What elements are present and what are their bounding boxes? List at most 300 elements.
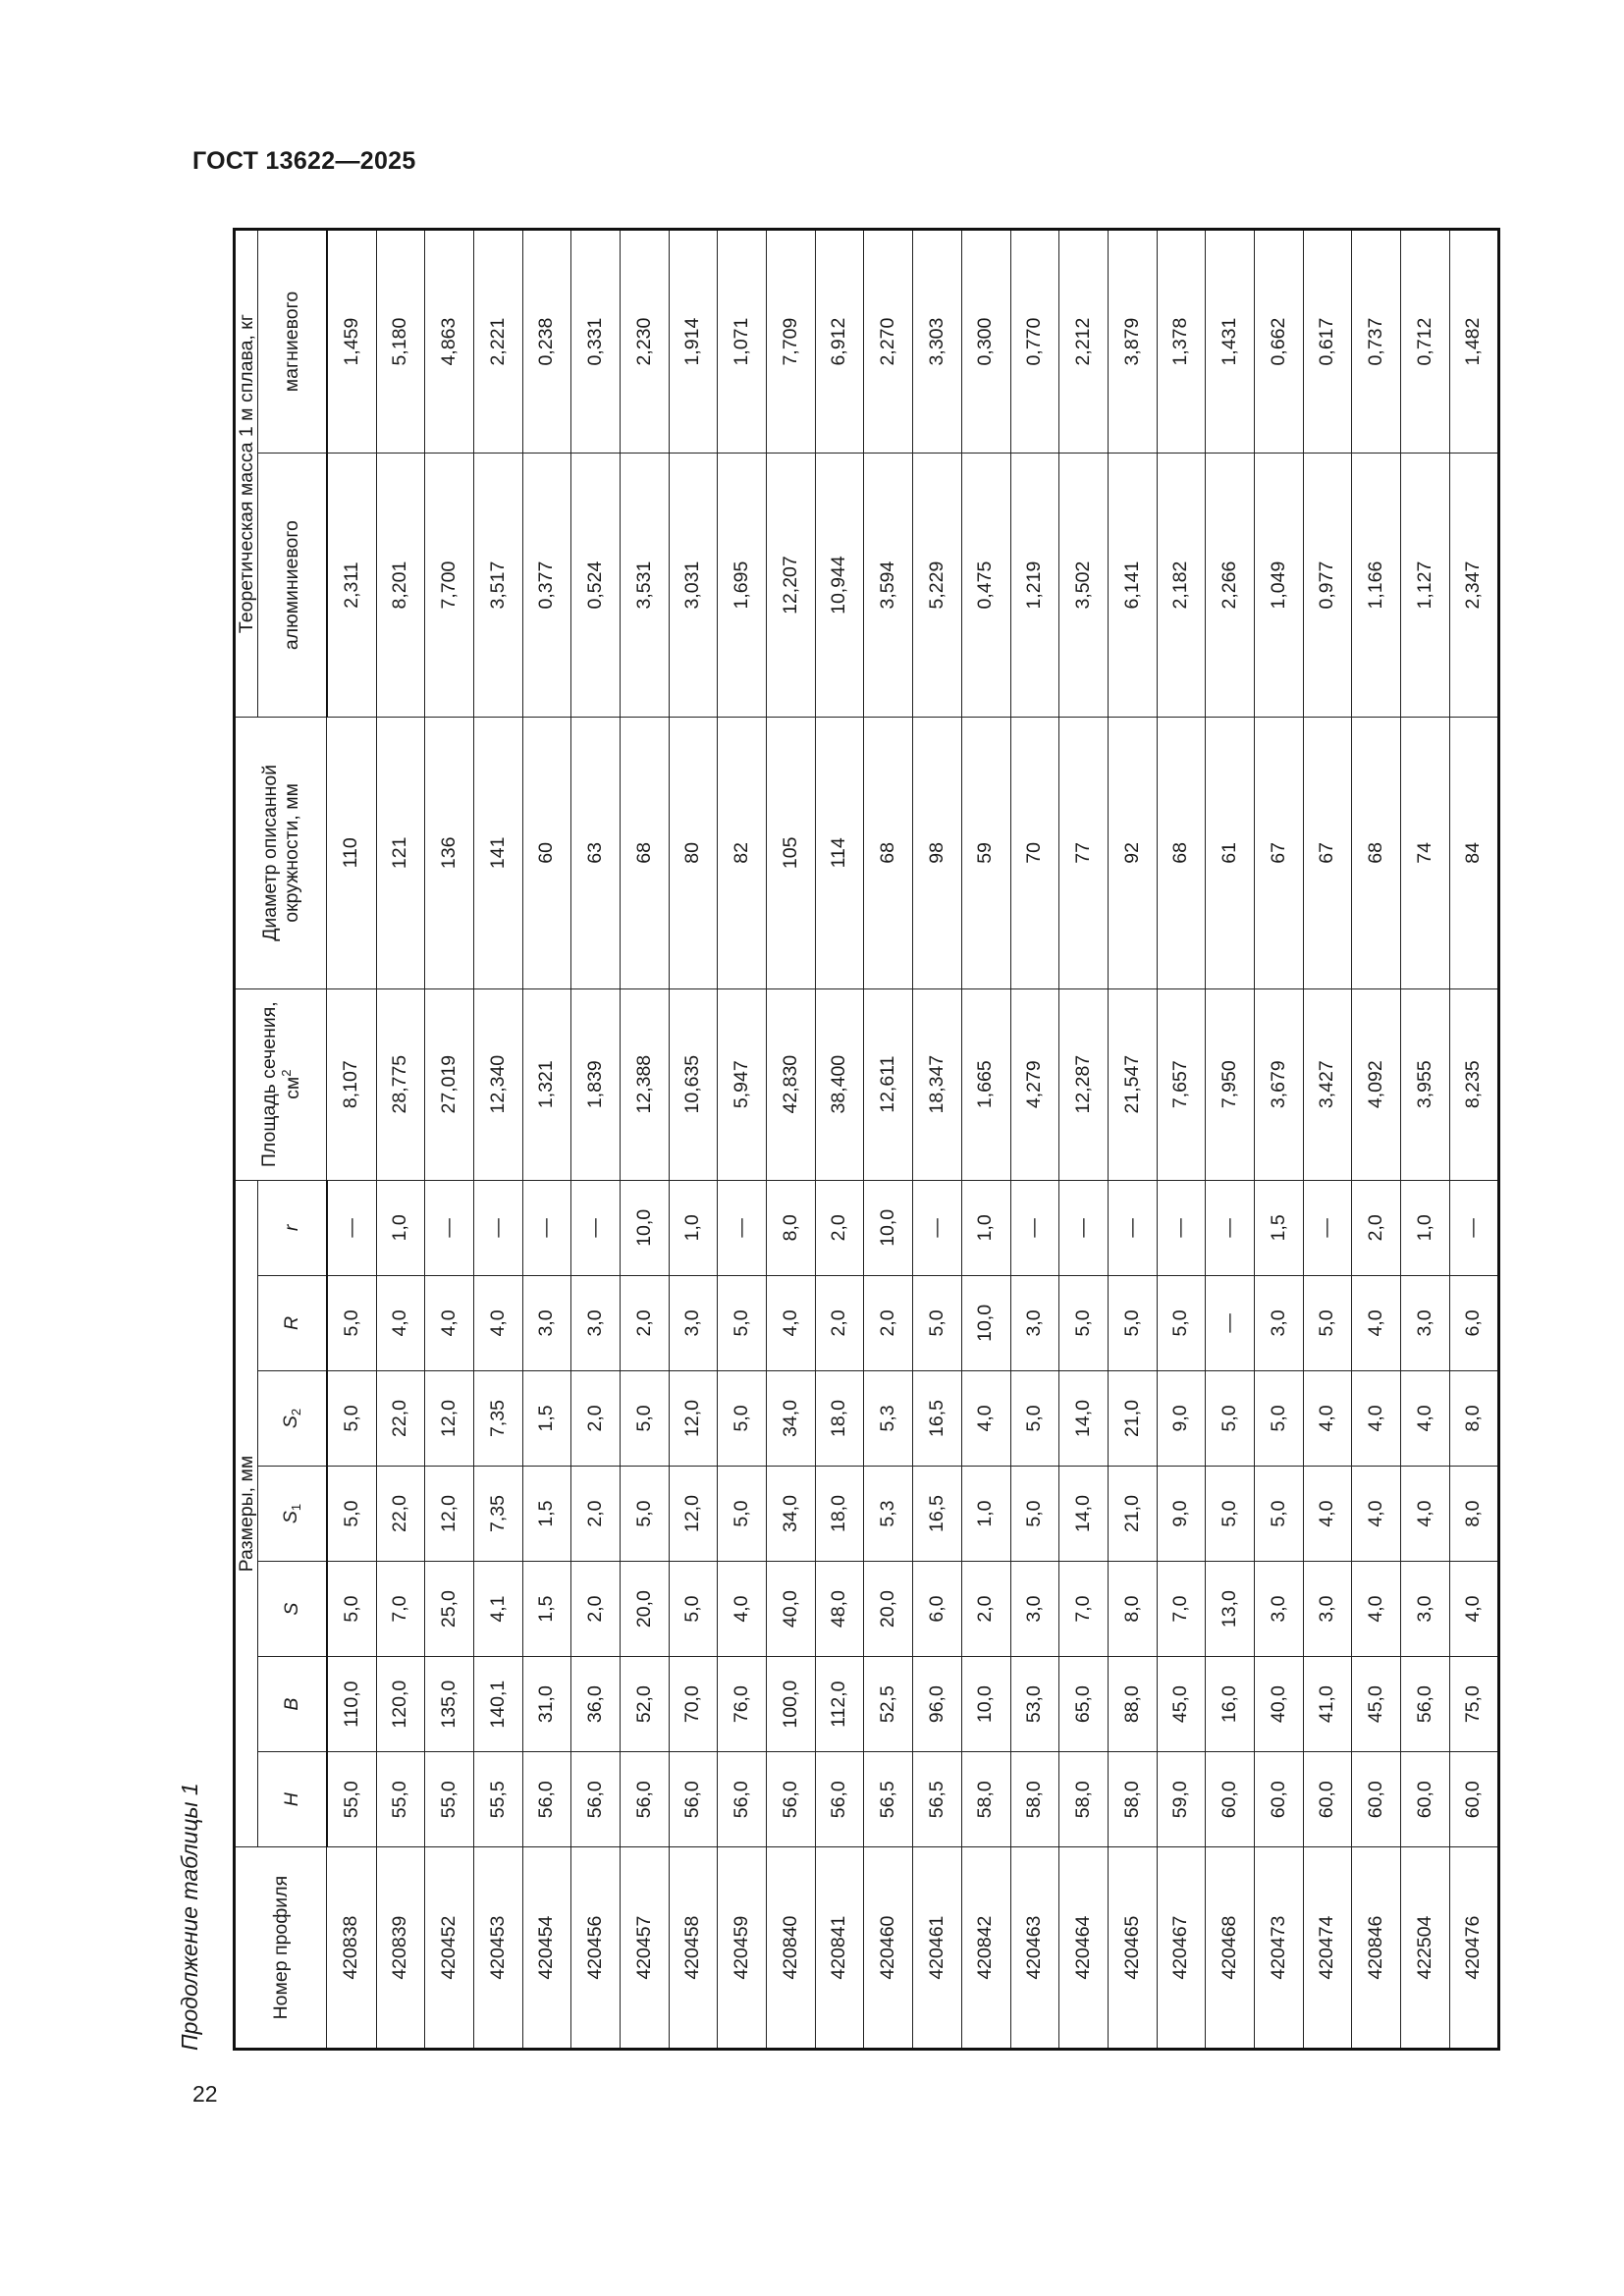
table-row (1059, 230, 1109, 2050)
cell-mass-magnesium: 0,617 (1303, 230, 1352, 454)
cell-S2: 22,0 (376, 1370, 425, 1466)
cell-S2: 5,0 (1254, 1370, 1303, 1466)
cell-B: 40,0 (1254, 1657, 1303, 1752)
cell-B: 76,0 (718, 1657, 767, 1752)
cell-mass-aluminium: 3,031 (669, 454, 718, 718)
col-header-r: r (258, 1180, 327, 1275)
cell-area: 3,427 (1303, 988, 1352, 1180)
cell-mass-aluminium: 3,594 (864, 454, 913, 718)
cell-r: — (1206, 1180, 1255, 1275)
cell-area: 12,388 (621, 988, 670, 1180)
cell-diameter: 114 (815, 718, 864, 988)
cell-R: 4,0 (767, 1275, 816, 1370)
cell-S: 7,0 (376, 1562, 425, 1657)
col-header-S2 (258, 1370, 327, 1466)
cell-r: 2,0 (1352, 1180, 1401, 1275)
cell-diameter: 110 (327, 718, 376, 988)
col-header-S: S (258, 1562, 327, 1657)
cell-S2: 5,0 (621, 1370, 670, 1466)
table-row (669, 230, 718, 2050)
cell-H: 55,0 (425, 1752, 474, 1847)
cell-S2: 21,0 (1108, 1370, 1157, 1466)
col-header-R: R (258, 1275, 327, 1370)
cell-mass-aluminium: 2,311 (327, 454, 376, 718)
cell-S: 1,5 (522, 1562, 571, 1657)
cell-S2: 1,5 (522, 1370, 571, 1466)
cell-S: 40,0 (767, 1562, 816, 1657)
table-row (327, 230, 376, 2050)
cell-S: 4,0 (1449, 1562, 1499, 1657)
cell-S1: 5,0 (1010, 1467, 1059, 1562)
s2-sub: 2 (289, 1408, 304, 1416)
cell-H: 56,0 (571, 1752, 621, 1847)
cell-S1: 34,0 (767, 1467, 816, 1562)
cell-S2: 16,5 (913, 1370, 962, 1466)
cell-S2: 8,0 (1449, 1370, 1499, 1466)
cell-diameter: 84 (1449, 718, 1499, 988)
table-row (1449, 230, 1499, 2050)
cell-S: 4,1 (473, 1562, 522, 1657)
cell-mass-aluminium: 3,531 (621, 454, 670, 718)
cell-R: 4,0 (1352, 1275, 1401, 1370)
table-row (1206, 230, 1255, 2050)
cell-S1: 2,0 (571, 1467, 621, 1562)
cell-mass-magnesium: 0,331 (571, 230, 621, 454)
table-row (571, 230, 621, 2050)
cell-R: 2,0 (815, 1275, 864, 1370)
cell-R: 2,0 (864, 1275, 913, 1370)
s1-base: S (280, 1511, 302, 1524)
cell-S1: 5,0 (1206, 1467, 1255, 1562)
cell-H: 58,0 (961, 1752, 1010, 1847)
table-row (621, 230, 670, 2050)
cell-S1: 4,0 (1303, 1467, 1352, 1562)
cell-B: 36,0 (571, 1657, 621, 1752)
table-row (1401, 230, 1450, 2050)
cell-diameter: 68 (621, 718, 670, 988)
cell-S: 20,0 (621, 1562, 670, 1657)
cell-S: 4,0 (1352, 1562, 1401, 1657)
cell-mass-aluminium: 3,502 (1059, 454, 1109, 718)
cell-mass-magnesium: 0,662 (1254, 230, 1303, 454)
cell-r: — (327, 1180, 376, 1275)
cell-H: 60,0 (1206, 1752, 1255, 1847)
cell-S2: 5,0 (1010, 1370, 1059, 1466)
cell-S2: 5,3 (864, 1370, 913, 1466)
cell-S: 13,0 (1206, 1562, 1255, 1657)
cell-diameter: 82 (718, 718, 767, 988)
cell-mass-magnesium: 0,300 (961, 230, 1010, 454)
cell-mass-aluminium: 10,944 (815, 454, 864, 718)
cell-profile-number: 420846 (1352, 1847, 1401, 2050)
cell-S1: 12,0 (425, 1467, 474, 1562)
cell-mass-magnesium: 3,879 (1108, 230, 1157, 454)
cell-R: 3,0 (522, 1275, 571, 1370)
cell-S2: 5,0 (718, 1370, 767, 1466)
cell-S2: 18,0 (815, 1370, 864, 1466)
cell-B: 88,0 (1108, 1657, 1157, 1752)
cell-r: — (1157, 1180, 1206, 1275)
cell-diameter: 68 (864, 718, 913, 988)
cell-profile-number: 420457 (621, 1847, 670, 2050)
cell-H: 56,5 (864, 1752, 913, 1847)
table-row (522, 230, 571, 2050)
cell-R: 5,0 (718, 1275, 767, 1370)
cell-profile-number: 422504 (1401, 1847, 1450, 2050)
cell-profile-number: 420456 (571, 1847, 621, 2050)
cell-area: 8,107 (327, 988, 376, 1180)
cell-r: — (571, 1180, 621, 1275)
cell-R: 3,0 (571, 1275, 621, 1370)
cell-B: 70,0 (669, 1657, 718, 1752)
cell-H: 56,0 (815, 1752, 864, 1847)
cell-mass-magnesium: 2,212 (1059, 230, 1109, 454)
cell-R: 3,0 (1254, 1275, 1303, 1370)
cell-area: 4,279 (1010, 988, 1059, 1180)
cell-S1: 16,5 (913, 1467, 962, 1562)
s1-sub: 1 (289, 1503, 304, 1512)
cell-H: 60,0 (1352, 1752, 1401, 1847)
cell-mass-magnesium: 1,482 (1449, 230, 1499, 454)
cell-area: 1,321 (522, 988, 571, 1180)
cell-area: 28,775 (376, 988, 425, 1180)
cell-area: 7,657 (1157, 988, 1206, 1180)
col-header-magnesium: магниевого (258, 230, 327, 454)
cell-profile-number: 420452 (425, 1847, 474, 2050)
cell-mass-magnesium: 5,180 (376, 230, 425, 454)
cell-profile-number: 420839 (376, 1847, 425, 2050)
cell-R: 2,0 (621, 1275, 670, 1370)
cell-mass-magnesium: 0,737 (1352, 230, 1401, 454)
cell-H: 56,0 (767, 1752, 816, 1847)
cell-B: 31,0 (522, 1657, 571, 1752)
cell-B: 45,0 (1352, 1657, 1401, 1752)
cell-r: 1,5 (1254, 1180, 1303, 1275)
cell-B: 75,0 (1449, 1657, 1499, 1752)
cell-S: 5,0 (669, 1562, 718, 1657)
cell-profile-number: 420476 (1449, 1847, 1499, 2050)
cell-mass-magnesium: 0,238 (522, 230, 571, 454)
cell-S1: 18,0 (815, 1467, 864, 1562)
cell-H: 56,0 (522, 1752, 571, 1847)
cell-r: 1,0 (669, 1180, 718, 1275)
cell-B: 41,0 (1303, 1657, 1352, 1752)
cell-S: 3,0 (1401, 1562, 1450, 1657)
cell-R: 5,0 (1157, 1275, 1206, 1370)
cell-profile-number: 420467 (1157, 1847, 1206, 2050)
cell-area: 1,665 (961, 988, 1010, 1180)
cell-area: 5,947 (718, 988, 767, 1180)
table-row (1254, 230, 1303, 2050)
cell-area: 12,287 (1059, 988, 1109, 1180)
cell-diameter: 105 (767, 718, 816, 988)
cell-S: 7,0 (1157, 1562, 1206, 1657)
cell-mass-magnesium: 1,459 (327, 230, 376, 454)
cell-S2: 4,0 (1352, 1370, 1401, 1466)
cell-diameter: 141 (473, 718, 522, 988)
table-row (1108, 230, 1157, 2050)
cell-profile-number: 420465 (1108, 1847, 1157, 2050)
cell-R: 3,0 (669, 1275, 718, 1370)
table-caption: Продолжение таблицы 1 (177, 1783, 202, 2051)
cell-S1: 4,0 (1352, 1467, 1401, 1562)
cell-S1: 4,0 (1401, 1467, 1450, 1562)
cell-R: 5,0 (1108, 1275, 1157, 1370)
cell-area: 18,347 (913, 988, 962, 1180)
cell-S1: 22,0 (376, 1467, 425, 1562)
cell-H: 58,0 (1059, 1752, 1109, 1847)
cell-profile-number: 420474 (1303, 1847, 1352, 2050)
page-number: 22 (192, 2081, 218, 2107)
cell-diameter: 77 (1059, 718, 1109, 988)
cell-R: — (1206, 1275, 1255, 1370)
cell-r: — (913, 1180, 962, 1275)
cell-r: — (1108, 1180, 1157, 1275)
cell-B: 53,0 (1010, 1657, 1059, 1752)
cell-mass-aluminium: 2,266 (1206, 454, 1255, 718)
cell-H: 55,0 (376, 1752, 425, 1847)
cell-mass-magnesium: 2,270 (864, 230, 913, 454)
cell-mass-magnesium: 6,912 (815, 230, 864, 454)
table-row (815, 230, 864, 2050)
s2-base: S (280, 1415, 302, 1429)
cell-diameter: 67 (1303, 718, 1352, 988)
cell-mass-magnesium: 2,221 (473, 230, 522, 454)
cell-profile-number: 420838 (327, 1847, 376, 2050)
cell-H: 56,0 (669, 1752, 718, 1847)
cell-mass-aluminium: 5,229 (913, 454, 962, 718)
cell-R: 6,0 (1449, 1275, 1499, 1370)
cell-S: 3,0 (1010, 1562, 1059, 1657)
cell-B: 52,0 (621, 1657, 670, 1752)
cell-mass-aluminium: 6,141 (1108, 454, 1157, 718)
cell-B: 110,0 (327, 1657, 376, 1752)
col-header-profile-number: Номер профиля (235, 1847, 327, 2050)
cell-B: 45,0 (1157, 1657, 1206, 1752)
cell-r: 8,0 (767, 1180, 816, 1275)
area-label: Площадь сечения, см (257, 1001, 304, 1168)
cell-S1: 1,0 (961, 1467, 1010, 1562)
cell-S1: 7,35 (473, 1467, 522, 1562)
cell-profile-number: 420460 (864, 1847, 913, 2050)
cell-S: 2,0 (571, 1562, 621, 1657)
cell-mass-aluminium: 1,166 (1352, 454, 1401, 718)
cell-S1: 12,0 (669, 1467, 718, 1562)
col-header-area (235, 988, 327, 1180)
cell-S: 48,0 (815, 1562, 864, 1657)
cell-S2: 2,0 (571, 1370, 621, 1466)
cell-r: — (718, 1180, 767, 1275)
cell-mass-aluminium: 1,127 (1401, 454, 1450, 718)
col-header-aluminium: алюминиевого (258, 454, 327, 718)
cell-R: 4,0 (473, 1275, 522, 1370)
cell-mass-magnesium: 1,378 (1157, 230, 1206, 454)
cell-S2: 12,0 (425, 1370, 474, 1466)
cell-S1: 1,5 (522, 1467, 571, 1562)
cell-diameter: 68 (1352, 718, 1401, 988)
cell-H: 55,0 (327, 1752, 376, 1847)
cell-profile-number: 420841 (815, 1847, 864, 2050)
cell-mass-aluminium: 0,977 (1303, 454, 1352, 718)
cell-S1: 14,0 (1059, 1467, 1109, 1562)
cell-profile-number: 420458 (669, 1847, 718, 2050)
cell-B: 100,0 (767, 1657, 816, 1752)
cell-B: 112,0 (815, 1657, 864, 1752)
cell-area: 8,235 (1449, 988, 1499, 1180)
cell-mass-magnesium: 1,431 (1206, 230, 1255, 454)
cell-r: 1,0 (961, 1180, 1010, 1275)
cell-B: 135,0 (425, 1657, 474, 1752)
cell-mass-magnesium: 2,230 (621, 230, 670, 454)
cell-area: 21,547 (1108, 988, 1157, 1180)
cell-mass-magnesium: 7,709 (767, 230, 816, 454)
cell-B: 140,1 (473, 1657, 522, 1752)
cell-S: 3,0 (1254, 1562, 1303, 1657)
rotated-table (233, 228, 1500, 2051)
cell-S2: 34,0 (767, 1370, 816, 1466)
table-row (961, 230, 1010, 2050)
cell-diameter: 98 (913, 718, 962, 988)
cell-profile-number: 420842 (961, 1847, 1010, 2050)
cell-r: 10,0 (864, 1180, 913, 1275)
table-row (425, 230, 474, 2050)
cell-R: 3,0 (1010, 1275, 1059, 1370)
cell-diameter: 80 (669, 718, 718, 988)
cell-diameter: 68 (1157, 718, 1206, 988)
cell-diameter: 63 (571, 718, 621, 988)
cell-S1: 5,0 (327, 1467, 376, 1562)
cell-B: 56,0 (1401, 1657, 1450, 1752)
cell-S2: 5,0 (327, 1370, 376, 1466)
cell-mass-magnesium: 4,863 (425, 230, 474, 454)
col-header-diameter: Диаметр описанной окружности, мм (235, 718, 327, 988)
cell-S: 6,0 (913, 1562, 962, 1657)
cell-H: 58,0 (1108, 1752, 1157, 1847)
cell-diameter: 121 (376, 718, 425, 988)
cell-mass-aluminium: 0,524 (571, 454, 621, 718)
cell-S1: 5,0 (1254, 1467, 1303, 1562)
cell-mass-aluminium: 1,049 (1254, 454, 1303, 718)
table-row (1352, 230, 1401, 2050)
cell-mass-aluminium: 3,517 (473, 454, 522, 718)
cell-mass-magnesium: 0,770 (1010, 230, 1059, 454)
cell-profile-number: 420454 (522, 1847, 571, 2050)
cell-profile-number: 420463 (1010, 1847, 1059, 2050)
cell-H: 60,0 (1401, 1752, 1450, 1847)
cell-r: 1,0 (376, 1180, 425, 1275)
cell-area: 12,611 (864, 988, 913, 1180)
cell-diameter: 74 (1401, 718, 1450, 988)
table-row (767, 230, 816, 2050)
cell-S: 8,0 (1108, 1562, 1157, 1657)
cell-mass-aluminium: 0,377 (522, 454, 571, 718)
cell-H: 56,0 (621, 1752, 670, 1847)
cell-r: — (473, 1180, 522, 1275)
cell-mass-magnesium: 1,914 (669, 230, 718, 454)
cell-diameter: 59 (961, 718, 1010, 988)
cell-S1: 9,0 (1157, 1467, 1206, 1562)
cell-B: 65,0 (1059, 1657, 1109, 1752)
col-header-mass: Теоретическая масса 1 м сплава, кг (235, 230, 258, 718)
cell-R: 10,0 (961, 1275, 1010, 1370)
cell-area: 12,340 (473, 988, 522, 1180)
table-row (913, 230, 962, 2050)
cell-diameter: 92 (1108, 718, 1157, 988)
cell-H: 56,5 (913, 1752, 962, 1847)
cell-S1: 21,0 (1108, 1467, 1157, 1562)
table-row (718, 230, 767, 2050)
cell-area: 1,839 (571, 988, 621, 1180)
table-row (864, 230, 913, 2050)
cell-area: 10,635 (669, 988, 718, 1180)
cell-mass-magnesium: 1,071 (718, 230, 767, 454)
cell-H: 55,5 (473, 1752, 522, 1847)
cell-S: 4,0 (718, 1562, 767, 1657)
cell-mass-aluminium: 1,219 (1010, 454, 1059, 718)
cell-area: 3,955 (1401, 988, 1450, 1180)
cell-profile-number: 420840 (767, 1847, 816, 2050)
cell-S1: 5,0 (621, 1467, 670, 1562)
cell-H: 59,0 (1157, 1752, 1206, 1847)
cell-S1: 5,3 (864, 1467, 913, 1562)
cell-mass-aluminium: 7,700 (425, 454, 474, 718)
cell-r: 10,0 (621, 1180, 670, 1275)
cell-S1: 5,0 (718, 1467, 767, 1562)
document-header: ГОСТ 13622—2025 (192, 147, 416, 175)
cell-r: — (1059, 1180, 1109, 1275)
table-row (376, 230, 425, 2050)
table-row (1010, 230, 1059, 2050)
cell-S2: 12,0 (669, 1370, 718, 1466)
cell-profile-number: 420468 (1206, 1847, 1255, 2050)
table-row (1303, 230, 1352, 2050)
cell-area: 3,679 (1254, 988, 1303, 1180)
table-row (1157, 230, 1206, 2050)
cell-profile-number: 420461 (913, 1847, 962, 2050)
cell-S2: 4,0 (1303, 1370, 1352, 1466)
cell-r: — (1010, 1180, 1059, 1275)
cell-area: 42,830 (767, 988, 816, 1180)
cell-mass-aluminium: 12,207 (767, 454, 816, 718)
cell-r: — (522, 1180, 571, 1275)
table-row (473, 230, 522, 2050)
col-header-B: B (258, 1657, 327, 1752)
cell-H: 56,0 (718, 1752, 767, 1847)
cell-H: 60,0 (1254, 1752, 1303, 1847)
cell-S2: 4,0 (961, 1370, 1010, 1466)
cell-S: 5,0 (327, 1562, 376, 1657)
cell-mass-aluminium: 1,695 (718, 454, 767, 718)
cell-S: 3,0 (1303, 1562, 1352, 1657)
cell-diameter: 61 (1206, 718, 1255, 988)
cell-R: 5,0 (913, 1275, 962, 1370)
cell-R: 5,0 (1059, 1275, 1109, 1370)
cell-R: 5,0 (1303, 1275, 1352, 1370)
cell-diameter: 70 (1010, 718, 1059, 988)
cell-r: 2,0 (815, 1180, 864, 1275)
cell-B: 16,0 (1206, 1657, 1255, 1752)
cell-mass-magnesium: 3,303 (913, 230, 962, 454)
cell-B: 10,0 (961, 1657, 1010, 1752)
cell-H: 58,0 (1010, 1752, 1059, 1847)
cell-B: 52,5 (864, 1657, 913, 1752)
cell-mass-magnesium: 0,712 (1401, 230, 1450, 454)
cell-B: 96,0 (913, 1657, 962, 1752)
cell-diameter: 136 (425, 718, 474, 988)
cell-S: 2,0 (961, 1562, 1010, 1657)
cell-H: 60,0 (1449, 1752, 1499, 1847)
cell-mass-aluminium: 2,347 (1449, 454, 1499, 718)
